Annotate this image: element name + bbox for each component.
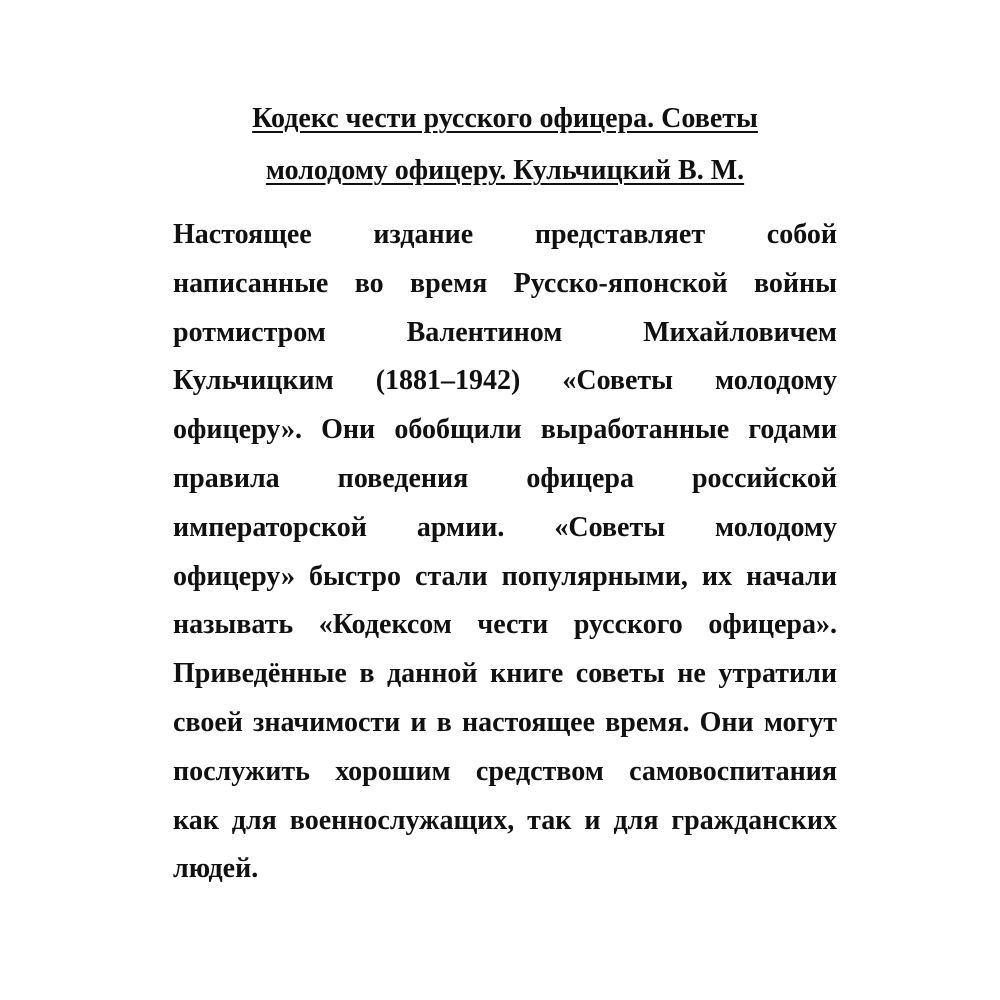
body-line: Кульчицким (1881–1942) «Советы молодому bbox=[173, 365, 837, 397]
title-line: Кодекс чести русского офицера. Советы bbox=[252, 103, 758, 134]
body-line: людей. bbox=[173, 853, 259, 885]
body-line: офицеру». Они обобщили выработанные годами bbox=[173, 414, 837, 446]
document-title bbox=[160, 93, 850, 197]
title-line: молодому офицеру. Кульчицкий В. М. bbox=[265, 155, 745, 186]
body-line: своей значимости и в настоящее время. Они могут bbox=[173, 706, 837, 738]
body-line: Настоящее издание представляет собой bbox=[173, 219, 837, 250]
body-line: написанные во время Русско-японской войны bbox=[173, 267, 837, 299]
body-line: императорской армии. «Советы молодому bbox=[173, 511, 837, 543]
body-line: офицеру» быстро стали популярными, их начали bbox=[173, 560, 837, 592]
document-body bbox=[173, 211, 837, 894]
body-line: Приведённые в данной книге советы не утратили bbox=[173, 658, 837, 690]
body-line: ротмистром Валентином Михайловичем bbox=[173, 316, 837, 348]
body-line: как для военнослужащих, так и для гражданских bbox=[173, 804, 837, 836]
body-line: послужить хорошим средством самовоспитания bbox=[173, 755, 837, 787]
body-line: называть «Кодексом чести русского офицера». bbox=[173, 609, 837, 641]
body-line: правила поведения офицера российской bbox=[173, 462, 837, 494]
